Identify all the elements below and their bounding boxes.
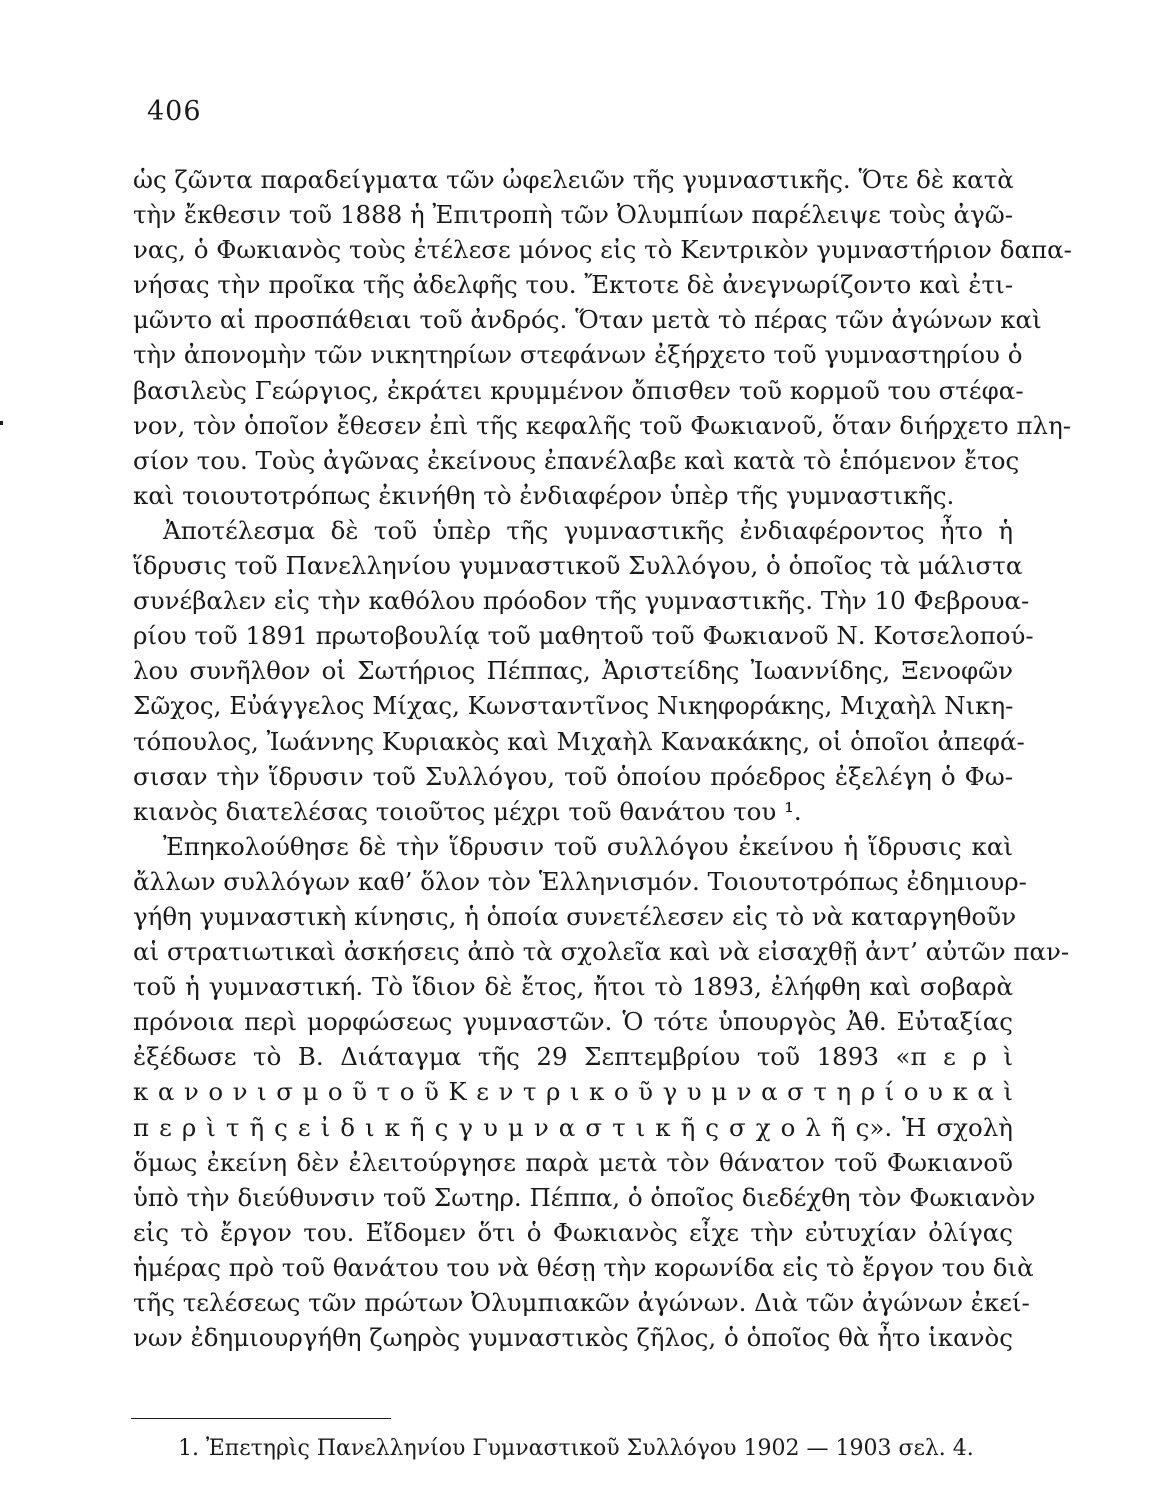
text-line: ἡμέρας πρὸ τοῦ θανάτου του νὰ θέσῃ τὴν κορωνίδα εἰς τὸ ἔργον του διὰ: [133, 1252, 1034, 1282]
text-line: κ α ν ο ν ι σ μ ο ῦ τ ο ῦ Κ ε ν τ ρ ι κ ο ῦ γ υ μ ν α σ τ η ρ ί ο υ κ α ὶ: [133, 1077, 1013, 1107]
text-line: σίον του. Τοὺς ἀγῶνας ἐκείνους ἐπανέλαβε καὶ κατὰ τὸ ἑπόμενον ἔτος: [133, 445, 1020, 475]
text-line: τῆς τελέσεως τῶν πρώτων Ὀλυμπιακῶν ἀγώνων. Διὰ τῶν ἀγώνων ἐκεί-: [133, 1288, 1030, 1317]
text-line: πρόνοια περὶ μορφώσεως γυμναστῶν. Ὁ τότε ὑπουργὸς Ἀθ. Εὐταξίας: [133, 1007, 1013, 1037]
text-line: Ἀποτέλεσμα δὲ τοῦ ὑπὲρ τῆς γυμναστικῆς ἐνδιαφέροντος ἦτο ἡ: [163, 515, 1013, 545]
text-line: εἰς τὸ ἔργον του. Εἴδομεν ὅτι ὁ Φωκιανὸς εἶχε τὴν εὐτυχίαν ὀλίγας: [133, 1217, 1013, 1247]
margin-mark: [0, 421, 3, 425]
text-line: ἵδρυσις τοῦ Πανελληνίου γυμναστικοῦ Συλλόγου, ὁ ὁποῖος τὰ μάλιστα: [133, 551, 1023, 581]
text-line: σισαν τὴν ἵδρυσιν τοῦ Συλλόγου, τοῦ ὁποίου πρόεδρος ἐξελέγη ὁ Φω-: [133, 761, 1013, 791]
page-number: 406: [147, 96, 202, 127]
text-line: Σῶχος, Εὐάγγελος Μίχας, Κωνσταντῖνος Νικηφοράκης, Μιχαὴλ Νικη-: [133, 691, 1014, 721]
text-line: μῶντο αἱ προσπάθειαι τοῦ ἀνδρός. Ὅταν μετὰ τὸ πέρας τῶν ἀγώνων καὶ: [133, 305, 1042, 335]
text-line: τόπουλος, Ἰωάννης Κυριακὸς καὶ Μιχαὴλ Κανακάκης, οἱ ὁποῖοι ἀπεφά-: [133, 726, 1025, 756]
text-line: νήσας τὴν προῖκα τῆς ἀδελφῆς του. Ἔκτοτε δὲ ἀνεγνωρίζοντο καὶ ἐτι-: [133, 270, 1013, 300]
text-line: Ἐπηκολούθησε δὲ τὴν ἵδρυσιν τοῦ συλλόγου ἐκείνου ἡ ἵδρυσις καὶ: [163, 831, 1013, 861]
text-line: νας, ὁ Φωκιανὸς τοὺς ἐτέλεσε μόνος εἰς τὸ Κεντρικὸν γυμναστήριον δαπα-: [133, 235, 1072, 265]
text-line: γήθη γυμναστικὴ κίνησις, ἡ ὁποία συνετέλεσεν εἰς τὸ νὰ καταργηθοῦν: [133, 901, 1017, 931]
text-line: βασιλεὺς Γεώργιος, ἐκράτει κρυμμένον ὄπισθεν τοῦ κορμοῦ του στέφα-: [133, 375, 1024, 405]
text-line: ὅμως ἐκείνη δὲν ἐλειτούργησε παρὰ μετὰ τὸν θάνατον τοῦ Φωκιανοῦ: [133, 1147, 1013, 1177]
text-line: ἄλλων συλλόγων καθ’ ὅλον τὸν Ἑλληνισμόν. Τοιουτοτρόπως ἐδημιουρ-: [133, 866, 1027, 896]
body-text: [133, 162, 1072, 1355]
text-line: ρίου τοῦ 1891 πρωτοβουλίᾳ τοῦ μαθητοῦ τοῦ Φωκιανοῦ Ν. Κοτσελοπού-: [133, 621, 1034, 651]
text-line: ὡς ζῶντα παραδείγματα τῶν ὠφελειῶν τῆς γυμναστικῆς. Ὅτε δὲ κατὰ: [133, 165, 1014, 194]
text-line: νον, τὸν ὁποῖον ἔθεσεν ἐπὶ τῆς κεφαλῆς τοῦ Φωκιανοῦ, ὅταν διήρχετο πλη-: [133, 410, 1072, 440]
footnote: 1. Ἐπετηρὶς Πανελληνίου Γυμναστικοῦ Συλλόγου 1902 — 1903 σελ. 4.: [178, 1436, 974, 1461]
text-line: νων ἐδημιουργήθη ζωηρὸς γυμναστικὸς ζῆλος, ὁ ὁποῖος θὰ ἦτο ἱκανὸς: [133, 1323, 1013, 1353]
text-line: αἱ στρατιωτικαὶ ἀσκήσεις ἀπὸ τὰ σχολεῖα καὶ νὰ εἰσαχθῇ ἀντ’ αὐτῶν παν-: [133, 937, 1070, 967]
text-line: ἐξέδωσε τὸ Β. Διάταγμα τῆς 29 Σεπτεμβρίου τοῦ 1893 «π ε ρ ὶ: [133, 1042, 1013, 1072]
text-line: ὑπὸ τὴν διεύθυνσιν τοῦ Σωτηρ. Πέππα, ὁ ὁποῖος διεδέχθη τὸν Φωκιανὸν: [133, 1182, 1036, 1212]
text-line: λου συνῆλθον οἱ Σωτήριος Πέππας, Ἀριστείδης Ἰωαννίδης, Ξενοφῶν: [133, 656, 1013, 686]
text-line: τὴν ἔκθεσιν τοῦ 1888 ἡ Ἐπιτροπὴ τῶν Ὀλυμπίων παρέλειψε τοὺς ἀγῶ-: [133, 200, 1013, 230]
text-line: συνέβαλεν εἰς τὴν καθόλου πρόοδον τῆς γυμναστικῆς. Τὴν 10 Φεβρουα-: [133, 586, 1030, 616]
text-line: π ε ρ ὶ τ ῆ ς ε ἰ δ ι κ ῆ ς γ υ μ ν α σ τ ι κ ῆ ς σ χ ο λ ῆ ς». Ἡ σχολὴ: [133, 1112, 1013, 1142]
text-line: τὴν ἀπονομὴν τῶν νικητηρίων στεφάνων ἐξήρχετο τοῦ γυμναστηρίου ὁ: [133, 340, 1023, 370]
text-line: κιανὸς διατελέσας τοιοῦτος μέχρι τοῦ θανάτου του ¹.: [133, 796, 802, 826]
footnote-divider: [131, 1418, 391, 1419]
text-line: καὶ τοιουτοτρόπως ἐκινήθη τὸ ἐνδιαφέρον ὑπὲρ τῆς γυμναστικῆς.: [133, 480, 955, 510]
text-line: τοῦ ἡ γυμναστική. Τὸ ἴδιον δὲ ἔτος, ἤτοι τὸ 1893, ἐλήφθη καὶ σοβαρὰ: [133, 972, 1013, 1002]
